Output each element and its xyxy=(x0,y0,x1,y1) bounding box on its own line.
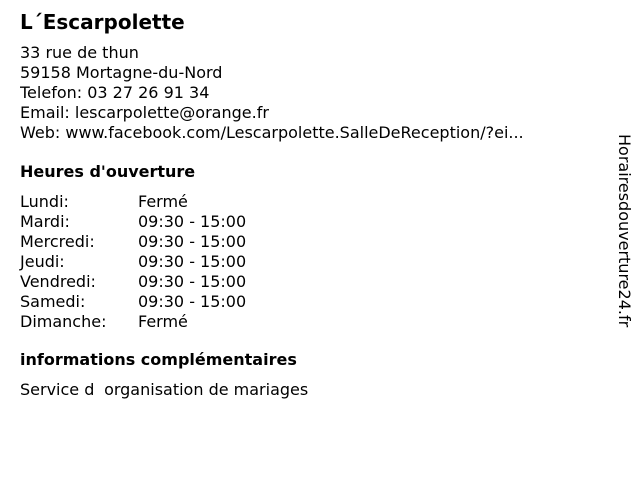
time-value: 09:30 - 15:00 xyxy=(138,252,247,271)
phone-line[interactable]: Telefon: 03 27 26 91 34 xyxy=(20,83,210,102)
hours-row-mardi xyxy=(20,212,600,232)
time-value: Fermé xyxy=(138,312,188,331)
day-label: Vendredi: xyxy=(20,272,96,291)
hours-row-mercredi xyxy=(20,232,600,252)
day-label: Dimanche: xyxy=(20,312,107,331)
web-line[interactable]: Web: www.facebook.com/Lescarpolette.SalleDeReception/?ei... xyxy=(20,123,524,142)
hours-row-jeudi xyxy=(20,252,600,272)
day-label: Jeudi: xyxy=(20,252,65,271)
time-value: 09:30 - 15:00 xyxy=(138,272,247,291)
address-street: 33 rue de thun xyxy=(20,43,139,62)
opening-hours-table xyxy=(20,192,600,332)
time-value: Fermé xyxy=(138,192,188,211)
additional-info-heading: informations complémentaires xyxy=(20,350,297,369)
additional-info-text: Service dorganisation de mariages xyxy=(20,380,309,399)
time-value: 09:30 - 15:00 xyxy=(138,212,247,231)
hours-row-samedi xyxy=(20,292,600,312)
day-label: Mercredi: xyxy=(20,232,95,251)
address-city: 59158 Mortagne-du-Nord xyxy=(20,63,223,82)
opening-hours-heading: Heures d'ouverture xyxy=(20,162,196,181)
site-watermark: Horairesdouverture24.fr xyxy=(615,134,634,328)
day-label: Lundi: xyxy=(20,192,69,211)
day-label: Mardi: xyxy=(20,212,70,231)
business-name: L´Escarpolette xyxy=(20,10,185,34)
email-line[interactable]: Email: lescarpolette@orange.fr xyxy=(20,103,269,122)
business-card xyxy=(20,8,600,400)
hours-row-vendredi xyxy=(20,272,600,292)
contact-block xyxy=(20,43,600,143)
hours-row-lundi xyxy=(20,192,600,212)
hours-row-dimanche xyxy=(20,312,600,332)
time-value: 09:30 - 15:00 xyxy=(138,232,247,251)
day-label: Samedi: xyxy=(20,292,86,311)
time-value: 09:30 - 15:00 xyxy=(138,292,247,311)
